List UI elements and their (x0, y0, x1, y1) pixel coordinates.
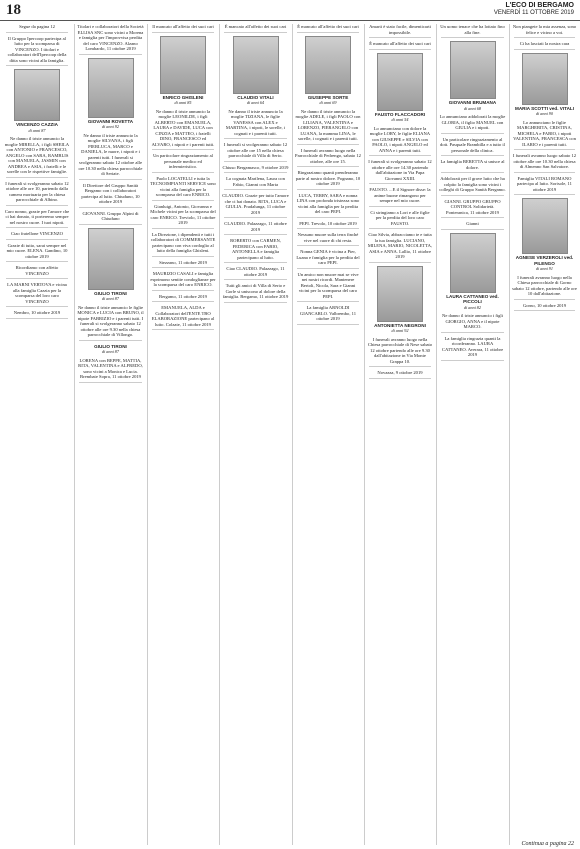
notice-divider (152, 329, 214, 330)
notice-divider (79, 340, 142, 341)
notice-paragraph: CLAUDIO. Grazie per tutto l'amore che ci hai donato. RITA, LUCA e GIULIA. Pradalunga, 11 ottobre 2019 (222, 193, 289, 215)
notice-paragraph: I funerali si svolgeranno sabato 12 ottobre alle ore 10, partendo dalla camera mortuaria per la chiesa parrocchiale di Albino. (5, 180, 69, 202)
notice-paragraph: Ringraziamo quanti prenderanno parte al nostro dolore. Pognano, 10 ottobre 2019 (295, 170, 361, 186)
notice-divider (369, 155, 431, 156)
notice-divider (297, 301, 359, 302)
notice-divider (441, 37, 504, 38)
notice-paragraph: Amarti è stato facile, dimenticarti impossibile. (369, 24, 431, 35)
notice-text (4, 209, 70, 229)
notice-text (295, 272, 361, 303)
deceased-age: di anni 64 (247, 100, 264, 105)
notice-text (439, 221, 506, 230)
notice-paragraph: Ciao Silvia, abbracciamo te e tutta la tua famiglia. LUCIANO, MILENA, MARIO, NICOLETTA, ASIA e ANNA. Lallio, 11 ottobre 2019 (367, 232, 433, 259)
notice-text (77, 358, 144, 383)
notice-text (439, 159, 506, 173)
notice-text (77, 183, 144, 208)
notice-divider (6, 318, 68, 319)
notice-text (295, 109, 361, 145)
notice-text (4, 231, 70, 240)
deceased-name: MARIA SCOTTI ved. VITALI (515, 105, 574, 111)
deceased-age: di anni 87 (28, 127, 46, 133)
deceased-name: GIULIO TIRONI (94, 290, 127, 296)
notice-divider (152, 301, 214, 302)
notice-divider (514, 310, 575, 311)
deceased-age: di anni 69 (319, 100, 337, 105)
notice-text (150, 294, 216, 303)
notice-paragraph: MAURIZIO CASALI e famiglia esprimono sentite condoglianze per la scomparsa del caro ENRICO. (150, 271, 216, 287)
portrait-photo (88, 228, 134, 290)
notice-column-4 (219, 24, 291, 845)
notice-paragraph: È mancato all'affetto dei suoi cari (297, 24, 359, 29)
notice-paragraph: Segue da pagina 12 (19, 24, 55, 29)
obituary-portrait-block (295, 36, 361, 106)
notice-text (222, 165, 289, 174)
notice-divider (514, 37, 575, 38)
notice-text (295, 305, 361, 325)
notice-text (150, 204, 216, 229)
notice-text (222, 283, 289, 303)
notice-paragraph: I funerali si svolgeranno sabato 12 ottobre alle ore 15 nella chiesa parrocchiale di Villa di Serio. (223, 142, 288, 158)
deceased-age: di anni 90 (536, 111, 553, 116)
notice-divider (514, 172, 575, 173)
notice-paragraph: Gorno, 10 ottobre 2019 (522, 302, 567, 308)
notice-text (222, 193, 289, 218)
notice-divider (152, 267, 214, 268)
obituary-portrait-block (77, 344, 144, 355)
masthead (494, 2, 574, 17)
notice-divider (224, 234, 287, 235)
notice-text (150, 24, 216, 33)
notice-divider (297, 189, 359, 190)
notice-divider (152, 228, 214, 229)
notice-text (367, 232, 433, 263)
notice-divider (514, 149, 575, 150)
notice-paragraph: Paolo LOCATELLI e tutta la TECNOIMPIANTI SERVICE sono vicini alla famiglia per la scomparsa del caro ENRICO. (150, 175, 216, 197)
notice-divider (297, 217, 359, 218)
obituary-portrait-block (150, 36, 216, 106)
notice-column-8 (509, 24, 579, 845)
notice-text (4, 181, 70, 206)
notice-divider (514, 299, 575, 300)
notice-paragraph: Gianluigi, Antonio, Giovanna e Michele vicini per la scomparsa del caro ENRICO. Treviolo, 11 ottobre 2019 (150, 203, 216, 225)
notice-paragraph: Ciao CLAUDIO. Palazzago, 11 ottobre 2019 (226, 266, 285, 277)
obituary-portrait-block (439, 41, 506, 111)
notice-divider (6, 32, 68, 33)
portrait-photo (160, 36, 206, 94)
notice-text (367, 24, 433, 38)
notice-divider (224, 279, 287, 280)
notice-text (4, 265, 70, 279)
newspaper-name: L'ECO DI BERGAMO (505, 2, 574, 9)
notice-divider (441, 195, 504, 196)
deceased-age: di anni 85 (174, 100, 192, 105)
notice-divider (79, 207, 142, 208)
notice-text (439, 336, 506, 361)
notice-paragraph: Ne danno il triste annuncio la moglie LEONILDE, i figli ALBERTO con EMANUELA, LAURA e DAVIDE, LUCA con CINZIA e MATTEO, i fratelli DINO, FRANCESCO ed ALVARO, i nipoti e i parenti tutti. (151, 108, 215, 147)
portrait-photo (377, 53, 423, 111)
notice-paragraph: La Direzione, i dipendenti e tutti i collaboratori di COMMERSANTE partecipano con viva cordoglio al lutto della famiglia Ghisleni. (150, 231, 216, 253)
portrait-photo (450, 41, 496, 99)
notice-paragraph: Lo annunciano addolorati la moglie GLORIA, il figlio MANUEL con GIULIA e i nipoti. (439, 114, 506, 130)
notice-divider (441, 155, 504, 156)
notice-text (295, 221, 361, 230)
notice-text (222, 266, 289, 280)
notice-paragraph: LUCA, TERRY, SARA e nonna LINA con profonda tristezza sono vicini alla famiglia per la perdita del caro PEPI. (296, 192, 360, 214)
notice-paragraph: Famiglia VITALI ROMANO partecipa al lutto. Sorisole, 11 ottobre 2019 (517, 175, 572, 192)
notice-divider (152, 200, 214, 201)
notice-paragraph: I funerali avranno luogo nella Chiesa parrocchiale di Gorno sabato 12 ottobre, partendo alle ore 10 dall'abitazione. (512, 274, 577, 296)
notice-divider (514, 194, 575, 195)
notice-divider (79, 224, 142, 225)
notice-text (367, 337, 433, 368)
notice-divider (224, 161, 287, 162)
notice-text (222, 109, 289, 140)
notice-divider (79, 382, 142, 383)
notice-divider (224, 32, 287, 33)
notice-divider (297, 166, 359, 167)
notice-text (512, 41, 577, 50)
obituary-portrait-block (222, 36, 289, 106)
notice-text (150, 232, 216, 257)
notice-paragraph: Bergamo, 11 ottobre 2019 (159, 293, 207, 299)
notice-text (367, 159, 433, 184)
notice-divider (152, 32, 214, 33)
notice-paragraph: Lo annunciano le figlie MARGHERITA, CRISTINA, MICHELA e FABIO, i nipoti VALENTINA, FRANCESCA con ILARIO e i parenti tutti. (513, 119, 576, 147)
notice-paragraph: I funerali avranno luogo nella Parrocchiale di Pedrengo, sabato 12 ottobre, alle ore 15. (295, 147, 361, 164)
notice-text (222, 238, 289, 263)
notice-divider (369, 183, 431, 184)
notice-paragraph: Caro nonno, grazie per l'amore che ci hai donato, ti porteremo sempre nel nostro cuore. I tuoi nipoti. (4, 208, 70, 225)
notice-paragraph: Addolorati per il grave lutto che ha colpito la famiglia sono vicini i colleghi di Gruppo Sanità Bergamo. (439, 176, 506, 192)
portrait-photo (305, 36, 351, 94)
deceased-age: di anni 91 (536, 266, 553, 271)
deceased-name: ANTONIETTA NEGRONI (374, 322, 426, 328)
notice-divider (369, 206, 431, 207)
notice-text (512, 176, 577, 196)
notice-divider (297, 144, 359, 145)
notice-text (4, 310, 70, 319)
notice-text (367, 126, 433, 157)
portrait-photo (522, 198, 568, 254)
obituary-portrait-block (367, 53, 433, 123)
notice-paragraph: La famiglia ringrazia quanti la ricorderanno. LAURA CATTANEO. Averara, 11 ottobre 2019 (441, 335, 504, 357)
notice-text (439, 313, 506, 333)
notice-divider (441, 133, 504, 134)
notice-paragraph: Ricordiamo con affetto VINCENZO (15, 265, 59, 276)
notice-text (439, 24, 506, 38)
notice-divider (224, 189, 287, 190)
notice-divider (369, 366, 431, 367)
notice-divider (441, 217, 504, 218)
notice-paragraph: Nessuno muore sulla terra finché vive nel cuore di chi resta. (297, 232, 359, 243)
notice-divider (369, 37, 431, 38)
notice-text (150, 305, 216, 330)
notice-text (512, 153, 577, 173)
notice-paragraph: GIOVANNI. Gruppo Alpini di Chiuduno (82, 210, 139, 221)
deceased-name: AGNESE VERZEROLI ved. PILENGO (515, 255, 574, 266)
obituary-portrait-block (512, 53, 577, 117)
obituary-portrait-block (367, 266, 433, 334)
notice-text (4, 24, 70, 33)
notice-paragraph: I funerali si svolgeranno sabato 12 ottobre alle ore 14.30 partendo dall'abitazione in Via Papa Giovanni XXIII. (368, 159, 432, 181)
notice-text (512, 303, 577, 312)
notice-paragraph: La famiglia ARNOLDI GIANCARLO. Valbrembo, 11 ottobre 2019 (299, 305, 357, 321)
notice-text (367, 41, 433, 50)
obituary-portrait-block (512, 198, 577, 272)
notice-paragraph: Novazza, 9 ottobre 2019 (377, 370, 423, 375)
notice-paragraph: Nembro, 10 ottobre 2019 (13, 310, 61, 315)
deceased-name: GIOVANNI ROVETTA (87, 118, 134, 124)
notice-paragraph: Ci stringiamo a Lori e alle figlie per la perdita del loro caro FAUSTO. (370, 209, 430, 226)
notice-divider (224, 262, 287, 263)
notice-divider (297, 228, 359, 229)
notice-text (4, 36, 70, 67)
notice-text (512, 120, 577, 151)
notice-column-5 (292, 24, 363, 845)
notice-paragraph: Un amico non muore mai se vive nei nostri ricordi. Mantenere Bertoli, Nicola, Sara e Gianni vicini per la scomparsa del caro PEPI. (297, 271, 359, 299)
notice-text (439, 199, 506, 219)
page-header (0, 0, 580, 21)
notice-divider (369, 228, 431, 229)
notice-text (439, 176, 506, 196)
notice-divider (152, 149, 214, 150)
notice-text (150, 176, 216, 201)
notice-paragraph: ROBERTO con CARMEN, FEDERICA con FABIO, ANTONELLA e famiglia partecipano al lutto. (230, 238, 281, 260)
notice-paragraph: Ne danno il triste annuncio la moglie ADELE, i figli PAOLO con LILIANA, VALENTINA e LORENZO, PIERANGELO con LUANA, la mamma LINA, le sorelle, i cognati e i parenti tutti. (295, 108, 361, 141)
obituary-portrait-block (439, 233, 506, 311)
deceased-age: di anni 87 (102, 349, 119, 354)
notice-text (222, 176, 289, 190)
notice-paragraph: Chiuso Bergamasco, 9 ottobre 2019 (222, 164, 289, 170)
notice-divider (79, 179, 142, 180)
notice-text (295, 193, 361, 218)
page-number: 18 (6, 2, 21, 18)
notice-divider (152, 172, 214, 173)
notice-divider (297, 245, 359, 246)
notice-text (439, 114, 506, 134)
notice-paragraph: FAUSTO. ...E il Signore disse: la anime buone rimangono per sempre nel mio cuore. (369, 187, 431, 203)
notice-text (150, 271, 216, 291)
notice-divider (297, 32, 359, 33)
notice-text (367, 187, 433, 207)
notice-divider (6, 278, 68, 279)
notice-paragraph: Nonna GENIA è vicina a Pier, Luana e famiglia per la perdita del caro PEPI. (296, 249, 360, 265)
notice-paragraph: Titolari e collaboratori della Società ELLISA SNC sono vicini a Morena e famiglia per l'improvvisa perdita del caro VINCENZO. Alzano Lombardo, 11 ottobre 2019 (77, 24, 144, 51)
notice-text (367, 210, 433, 230)
deceased-age: di anni 92 (102, 124, 119, 129)
notice-text (222, 24, 289, 33)
notice-paragraph: Ciao fratellone VINCENZO (11, 231, 63, 236)
portrait-photo (450, 233, 496, 293)
deceased-age: di anni 87 (102, 296, 119, 301)
portrait-photo (88, 58, 134, 118)
notice-paragraph: È mancato all'affetto dei suoi cari (224, 24, 287, 29)
notice-paragraph: Ne danno il triste annuncio la moglie MIRELLA, i figli SHEILA con ANTONIO e FRANCESCO, ANGELO con SARA, RAMBLIS con MANUELA, JASMIN con ANDREA e ASIA, i fratelli e le sorelle con le rispettive famiglie. (4, 136, 70, 174)
deceased-name: CLAUDIO VITALI (237, 94, 274, 100)
notice-text (77, 211, 144, 225)
obituary-portrait-block (77, 228, 144, 302)
notice-column-7 (436, 24, 508, 845)
deceased-name: ENRICO GHISLENI (162, 94, 204, 100)
notice-text (295, 24, 361, 33)
notice-paragraph: Stezzano, 11 ottobre 2019 (159, 259, 207, 265)
notice-text (295, 148, 361, 168)
notice-column-1 (2, 24, 72, 845)
notice-paragraph: I funerali avranno luogo nella Chiesa parrocchiale di Nese sabato 12 ottobre partendo alle ore 9.30 dall'abitazione in Via Monte Grappa 10. (367, 336, 433, 364)
notice-paragraph: Ne danno il triste annuncio la moglie TIZIANA, le figlie VANESSA con ALEX e MARTINA, i nipoti, le sorelle, i cognati e i parenti tutti. (225, 108, 286, 136)
portrait-photo (377, 266, 423, 322)
notice-divider (6, 227, 68, 228)
notice-paragraph: PEPI. Trevolo, 10 ottobre 2019 (299, 220, 357, 226)
notice-text (150, 153, 216, 173)
notice-paragraph: Tutti gli amici di Villa di Serio e Gorle si uniscono al dolore della famiglia. Bergamo, 11 ottobre 2019 (222, 283, 289, 299)
notice-paragraph: Ne danno il triste annuncio la moglie SILVANA, i figli PIERLUCA, MARCO e DANIELA, le nuore, i nipoti e i parenti tutti. I funerali si svolgeranno sabato 12 ottobre alle ore 10.30 nella chiesa parrocchiale di Seriate. (78, 132, 143, 176)
notice-divider (6, 177, 68, 178)
notice-text (367, 370, 433, 379)
notice-divider (514, 49, 575, 50)
deceased-age: di anni 68 (464, 105, 481, 111)
notice-text (4, 243, 70, 263)
notice-divider (6, 306, 68, 307)
portrait-photo (14, 69, 60, 121)
notice-divider (441, 332, 504, 333)
notice-paragraph: EMANUELA, ALDA e Collaboratori dell'ENTE TBO ELABORAZIONE partecipano al lutto. Colzate, 11 ottobre 2019 (151, 305, 215, 327)
deceased-name: GIUSEPPE SORTE (307, 94, 349, 100)
deceased-name: LAURA CATTANEO ved. PICCOLI (446, 293, 499, 304)
portrait-photo (233, 36, 279, 94)
notice-paragraph: Il Gruppo Ipercoop partecipa al lutto per la scomparsa di VINCENZO. I titolari e collaboratori dell'Ipercoop della ditta sono vicini alla famiglia. (7, 35, 67, 63)
notice-divider (152, 256, 214, 257)
notice-divider (6, 261, 68, 262)
deceased-name: VINCENZO CAZZIA (16, 122, 58, 127)
notice-column-3 (147, 24, 218, 845)
notice-text (222, 221, 289, 235)
notice-divider (369, 49, 431, 50)
notice-text (4, 282, 70, 307)
notice-paragraph: La famiglia BERETTA si unisce al dolore. (440, 159, 505, 170)
notice-text (4, 136, 70, 178)
portrait-photo (522, 53, 568, 105)
notice-text (439, 137, 506, 157)
deceased-name: FAUSTO FLACCADORI (374, 111, 426, 117)
deceased-name: GIOVANNI BRUMANA (448, 100, 497, 105)
notice-text (295, 232, 361, 246)
notice-paragraph: Ci ha lasciati la nostra cara (519, 41, 570, 46)
notice-divider (441, 360, 504, 361)
notice-divider (297, 324, 359, 325)
obituary-portrait-block (77, 58, 144, 130)
notice-divider (369, 262, 431, 263)
notice-paragraph: GIANNI. GRUPPO GRUPPO CONTROL Solidarietà. Ponteranica, 11 ottobre 2019 (444, 198, 501, 215)
notice-paragraph: Gianni (466, 221, 479, 226)
notice-divider (79, 54, 142, 55)
notice-column-6 (364, 24, 435, 845)
notice-divider (441, 229, 504, 230)
notice-paragraph: LORENA con BEPPE, MATTIA, RITA, VALENTINA e ALFREDO, sono vicini a Monica e Lucia. Brembate Sopra, 11 ottobre 2019 (78, 357, 143, 379)
deceased-name: GIULIO TIRONI (94, 343, 127, 349)
notice-divider (369, 378, 431, 379)
deceased-age: di anni 92 (391, 328, 409, 333)
obituary-portrait-block (4, 69, 70, 133)
notice-text (77, 24, 144, 55)
continued-note: Continua a pagina 22 (521, 841, 574, 847)
notice-divider (152, 290, 214, 291)
notice-paragraph: Ne danno il triste annuncio le figlie MONICA e LUCIA con BRUNO, il nipote FABRIZIO e i parenti tutti. I funerali si svolgeranno sabato 12 ottobre alle ore 9.30 nella chiesa parrocchiale di Villongo. (77, 304, 144, 337)
notice-paragraph: Non piangete la mia assenza, sono felice e vicino a voi. (512, 24, 577, 35)
notice-paragraph: Ne danno il triste annuncio i figli GIORGIO, ANNA e il nipote MARCO. (442, 313, 503, 329)
notice-paragraph: Un particolare ringraziamento al personale medico ed infermieristico. (153, 153, 213, 169)
issue-date: VENERDÌ 11 OTTOBRE 2019 (493, 10, 574, 16)
notice-text (295, 249, 361, 269)
notice-paragraph: Un particolare ringraziamento al dott. Pasquale Brambilla e a tutto il personale della clinica. (440, 136, 505, 153)
notice-text (222, 142, 289, 162)
notice-divider (297, 268, 359, 269)
notice-paragraph: I funerali avranno luogo sabato 12 ottobre alle ore 10.30 nella chiesa di Almenno San Salvatore. (512, 153, 577, 169)
notice-divider (224, 302, 287, 303)
notice-paragraph: Un uomo tenace che ha lottato fino alla fine. (440, 24, 505, 35)
notice-text (77, 305, 144, 341)
notice-divider (224, 138, 287, 139)
notice-divider (441, 172, 504, 173)
notice-paragraph: Il Direttore del Gruppo Sanità Bergamo con i collaboratori partecipa al lutto. Chiuduno, 10 ottobre 2019 (81, 182, 140, 204)
deceased-age: di anni 82 (464, 304, 481, 310)
notice-paragraph: La cognata Marilena, Laura con Fabio, Gianni con Marta (226, 176, 285, 187)
notice-text (150, 109, 216, 151)
notice-paragraph: CLAUDIO. Palazzago, 11 ottobre 2019 (224, 221, 287, 232)
notice-paragraph: Lo annunciano con dolore la moglie LORY, le figlie ELIANA con GIUSEPPE e SILVIA con PAOLO, i nipoti ANGELO ed ANNA e i parenti tutti. (369, 125, 431, 153)
notice-divider (224, 172, 287, 173)
notice-paragraph: Il mancato all'affetto dei suoi cari (152, 24, 214, 29)
notice-text (512, 24, 577, 38)
notice-text (77, 133, 144, 180)
notice-paragraph: È mancato all'affetto dei suoi cari (369, 41, 431, 46)
notice-text (512, 275, 577, 300)
notice-paragraph: LA MARNI VERTOVA e vicina alla famiglia Cazzia per la scomparsa del loro caro VINCENZO (7, 282, 67, 304)
notice-paragraph: Grazie di tutto, sarai sempre nel mio cuore. ELENA. Gandino, 10 ottobre 2019 (6, 242, 68, 259)
notice-divider (6, 65, 68, 66)
deceased-age: di anni 54 (391, 117, 409, 122)
notice-text (295, 170, 361, 190)
notice-text (150, 260, 216, 269)
notice-divider (6, 205, 68, 206)
notice-divider (224, 217, 287, 218)
notice-column-2 (74, 24, 146, 845)
notice-divider (6, 239, 68, 240)
